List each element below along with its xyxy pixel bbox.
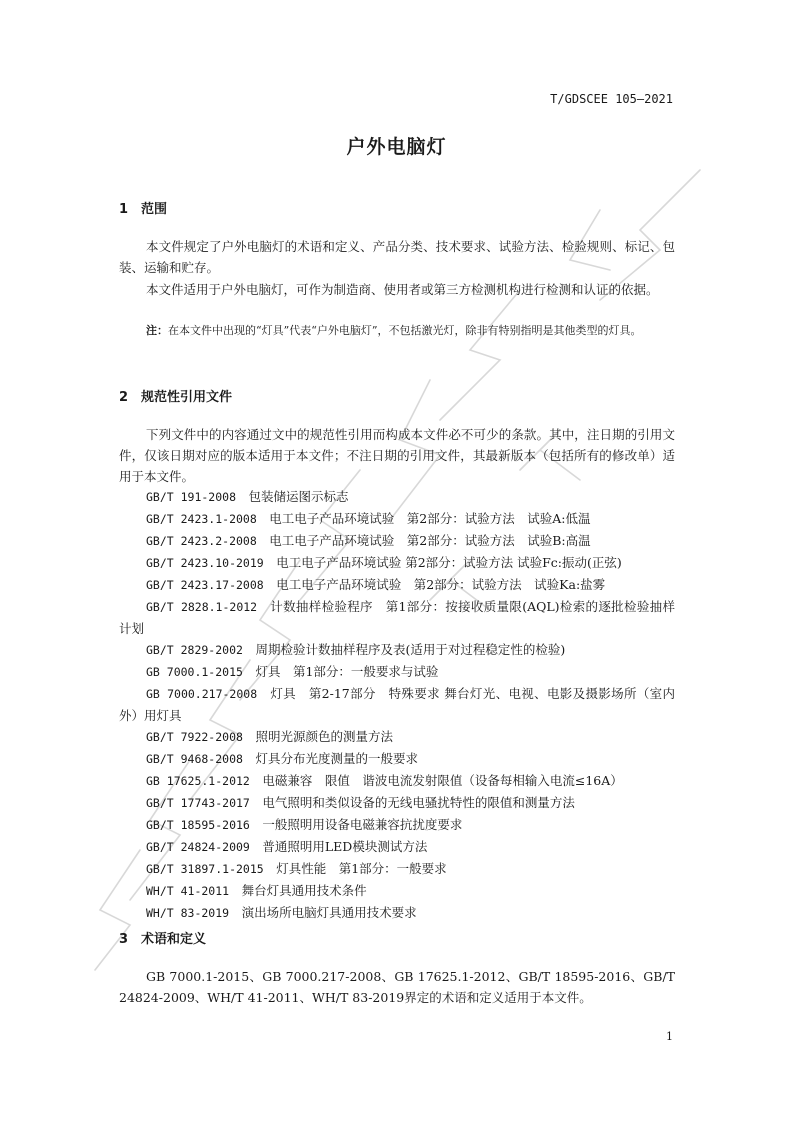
section-3-number: 3 xyxy=(119,932,129,947)
reference-code: GB/T 17743-2017 xyxy=(146,796,250,810)
reference-code: GB/T 18595-2016 xyxy=(146,818,250,832)
reference-code: GB/T 2423.2-2008 xyxy=(146,534,257,548)
section-1-number: 1 xyxy=(119,202,129,217)
reference-item xyxy=(119,683,675,726)
reference-item xyxy=(119,902,675,924)
section-2-heading xyxy=(119,386,232,405)
reference-item xyxy=(119,792,675,814)
reference-code: GB/T 9468-2008 xyxy=(146,752,243,766)
reference-code: GB/T 24824-2009 xyxy=(146,840,250,854)
reference-title: 舞台灯具通用技术条件 xyxy=(241,883,367,898)
note-text: 在本文件中出现的“灯具”代表“户外电脑灯”，不包括激光灯，除非有特别指明是其他类型的灯具。 xyxy=(168,324,642,337)
reference-title: 电工电子产品环境试验 第2部分：试验方法 试验Ka:盐雾 xyxy=(276,577,606,592)
reference-code: GB/T 2423.10-2019 xyxy=(146,556,264,570)
note-label: 注： xyxy=(146,324,168,337)
section-1-heading xyxy=(119,198,167,217)
page-number: 1 xyxy=(666,1030,673,1043)
reference-item xyxy=(119,552,675,574)
reference-item xyxy=(119,530,675,552)
reference-title: 灯具分布光度测量的一般要求 xyxy=(255,751,418,766)
reference-code: GB/T 191-2008 xyxy=(146,490,237,504)
section-2-title: 规范性引用文件 xyxy=(141,390,233,405)
reference-title: 灯具性能 第1部分：一般要求 xyxy=(276,861,447,876)
reference-item xyxy=(119,596,675,639)
reference-title: 电工电子产品环境试验 第2部分：试验方法 试验B:高温 xyxy=(269,533,591,548)
reference-code: GB/T 2828.1-2012 xyxy=(146,600,258,614)
reference-item xyxy=(119,880,675,902)
reference-item xyxy=(119,574,675,596)
reference-title: 周期检验计数抽样程序及表(适用于对过程稳定性的检验) xyxy=(255,642,566,657)
section-1-note xyxy=(119,321,675,341)
reference-code: GB/T 2423.17-2008 xyxy=(146,578,264,592)
reference-title: 电磁兼容 限值 谐波电流发射限值（设备每相输入电流≤16A） xyxy=(262,773,623,788)
section-3-title: 术语和定义 xyxy=(141,932,207,947)
reference-code: GB 17625.1-2012 xyxy=(146,774,250,788)
reference-code: GB/T 31897.1-2015 xyxy=(146,862,264,876)
section-3-heading xyxy=(119,928,206,947)
reference-title: 普通照明用LED模块测试方法 xyxy=(262,839,428,854)
section-2-number: 2 xyxy=(119,390,129,405)
reference-code: GB 7000.1-2015 xyxy=(146,665,243,679)
reference-title: 灯具 第2-17部分 特殊要求 舞台灯光、电视、电影及摄影场所（室内外）用灯具 xyxy=(119,686,675,723)
reference-title: 演出场所电脑灯具通用技术要求 xyxy=(241,905,417,920)
reference-code: WH/T 83-2019 xyxy=(146,906,230,920)
section-1-paragraph-1: 本文件规定了户外电脑灯的术语和定义、产品分类、技术要求、试验方法、检验规则、标记、包装、运输和贮存。 xyxy=(119,239,675,275)
reference-item xyxy=(119,726,675,748)
reference-item xyxy=(119,486,675,508)
section-1-title: 范围 xyxy=(141,202,168,217)
reference-item xyxy=(119,858,675,880)
reference-code: WH/T 41-2011 xyxy=(146,884,230,898)
reference-item xyxy=(119,639,675,661)
reference-title: 灯具 第1部分：一般要求与试验 xyxy=(255,664,439,679)
reference-item xyxy=(119,508,675,530)
document-title: 户外电脑灯 xyxy=(346,136,447,158)
reference-item xyxy=(119,770,675,792)
reference-title: 电工电子产品环境试验 第2部分：试验方法 试验Fc:振动(正弦) xyxy=(276,555,622,570)
reference-list xyxy=(119,486,675,924)
section-1-paragraph-2: 本文件适用于户外电脑灯，可作为制造商、使用者或第三方检测机构进行检测和认证的依据。 xyxy=(146,282,659,297)
section-3-paragraph-1: GB 7000.1-2015、GB 7000.217-2008、GB 17625.1-2012、GB/T 18595-2016、GB/T 24824-2009、WH/T 41-2011、WH/T 83-2019界定的术语和定义适用于本文件。 xyxy=(119,969,675,1005)
reference-title: 包装储运图示标志 xyxy=(248,489,349,504)
standard-code: T/GDSCEE 105—2021 xyxy=(550,92,673,106)
reference-item xyxy=(119,661,675,683)
reference-code: GB/T 2423.1-2008 xyxy=(146,512,257,526)
reference-title: 计数抽样检验程序 第1部分：按接收质量限(AQL)检索的逐批检验抽样计划 xyxy=(119,599,675,636)
reference-item xyxy=(119,836,675,858)
section-2-paragraph-1: 下列文件中的内容通过文中的规范性引用而构成本文件必不可少的条款。其中，注日期的引用文件，仅该日期对应的版本适用于本文件；不注日期的引用文件，其最新版本（包括所有的修改单）适用于本文件。 xyxy=(119,427,675,484)
reference-item xyxy=(119,748,675,770)
reference-title: 电工电子产品环境试验 第2部分：试验方法 试验A:低温 xyxy=(269,511,591,526)
reference-item xyxy=(119,814,675,836)
reference-code: GB/T 2829-2002 xyxy=(146,643,243,657)
reference-code: GB/T 7922-2008 xyxy=(146,730,243,744)
reference-title: 一般照明用设备电磁兼容抗扰度要求 xyxy=(262,817,463,832)
reference-code: GB 7000.217-2008 xyxy=(146,687,258,701)
reference-title: 电气照明和类似设备的无线电骚扰特性的限值和测量方法 xyxy=(262,795,575,810)
reference-title: 照明光源颜色的测量方法 xyxy=(255,729,393,744)
